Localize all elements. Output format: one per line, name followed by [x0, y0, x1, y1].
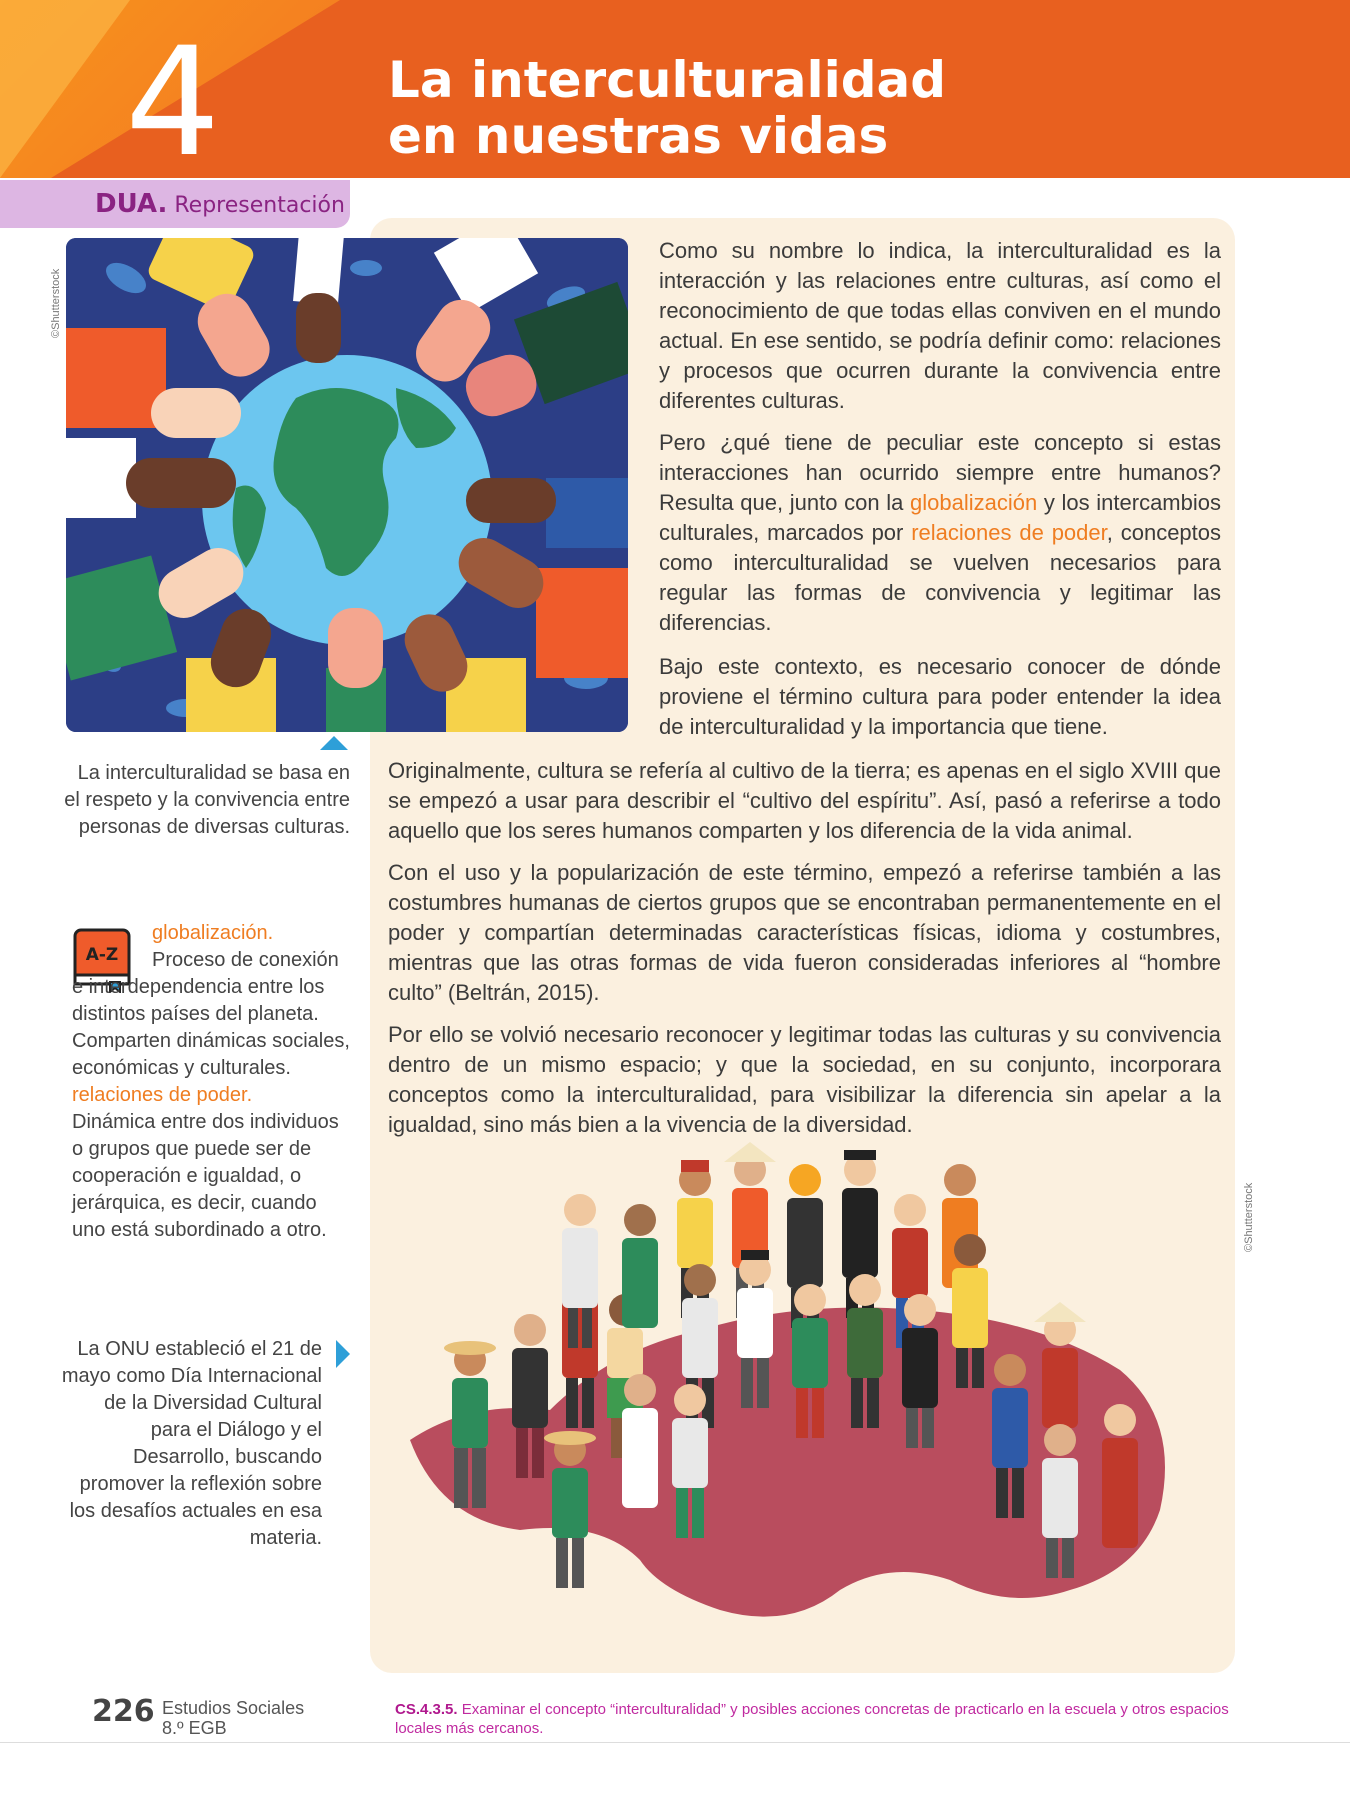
footer-grade: 8.º EGB: [162, 1718, 227, 1738]
chapter-title-line1: La interculturalidad: [388, 51, 947, 109]
paragraph-2-a: Pero ¿qué tiene de peculiar este concepto si estas interacciones han ocurrido siempre entre humanos? Resulta que, junto con la: [659, 430, 1221, 515]
chapter-number: 4: [125, 16, 221, 178]
glossary-box: [72, 920, 352, 1244]
dua-banner: [0, 180, 350, 228]
photo-credit-top: ©Shutterstock: [50, 268, 62, 338]
glossary-term-relaciones-de-poder: relaciones de poder.: [72, 1084, 253, 1106]
paragraph-2-c: , conceptos como interculturalidad se vuelven necesarios para regular las formas de convivencia y legitimar las diferencias.: [659, 520, 1222, 635]
paragraph-5: Con el uso y la popularización de este término, empezó a referirse también a las costumbres humanas de ciertos grupos que se encontraban permanentemente en el poder y compartían determinadas características físicas, idioma y costumbres, mientras que las otras formas de vida fueron consideradas inferiores al “hombre culto” (Beltrán, 2015).: [388, 860, 1221, 1005]
photo-credit-bottom: ©Shutterstock: [1243, 1182, 1255, 1252]
paragraph-4: Originalmente, cultura se refería al cultivo de la tierra; es apenas en el siglo XVIII que se empezó a usar para describir el “cultivo del espíritu”. Así, pasó a referirse a todo aquello que los seres humanos comparten y los diferencia de la vida animal.: [388, 758, 1221, 843]
onu-note: La ONU estableció el 21 de mayo como Día Internacional de la Diversidad Cultural para el Diálogo y el Desarrollo, buscando promover la reflexión sobre los desafíos actuales en esa materia.: [61, 1338, 322, 1549]
chapter-title-line2: en nuestras vidas: [388, 107, 889, 165]
paragraph-2: [659, 428, 1221, 638]
paragraph-6: Por ello se volvió necesario reconocer y legitimar todas las culturas y su convivencia dentro de un mismo espacio; y que la sociedad, en su conjunto, incorporara conceptos como la interculturalidad, para visibilizar la diferencia sin apelar a la igualdad, sino más bien a la vivencia de la diversidad.: [388, 1022, 1221, 1137]
glossary-term-globalizacion: globalización.: [152, 922, 274, 944]
page-number: 226: [92, 1694, 155, 1729]
image-caption: La interculturalidad se basa en el respeto y la convivencia entre personas de diversas culturas.: [64, 762, 350, 838]
footer-subject: [162, 1698, 304, 1738]
dua-label: Representación: [167, 193, 345, 218]
onu-pointer-icon: [336, 1340, 350, 1368]
diverse-people-illustration: [390, 1140, 1220, 1660]
dua-bold: DUA.: [95, 189, 168, 219]
glossary-def-globalizacion: Proceso de conexión e interdependencia entre los distintos países del planeta. Comparten dinámicas sociales, económicas y culturales.: [72, 949, 350, 1079]
chapter-title: [388, 52, 946, 164]
skill-code: CS.4.3.5.: [395, 1701, 458, 1718]
glossary-def-relaciones-de-poder: Dinámica entre dos individuos o grupos que puede ser de cooperación e igualdad, o jerárquica, es decir, cuando uno está subordinado a otro.: [72, 1111, 339, 1241]
highlight-globalizacion[interactable]: globalización: [909, 490, 1038, 515]
paragraph-3: Bajo este contexto, es necesario conocer de dónde proviene el término cultura para poder entender la idea de interculturalidad y la importancia que tiene.: [659, 654, 1221, 739]
footer-subject-name: Estudios Sociales: [162, 1698, 305, 1718]
footer-divider: [0, 1742, 1350, 1743]
chapter-header: [0, 0, 1350, 178]
paragraph-1: Como su nombre lo indica, la interculturalidad es la interacción y las relaciones entre culturas, así como el reconocimiento de que todas ellas conviven en el mundo actual. En ese sentido, se podría definir como: relaciones y procesos que ocurren durante la convivencia entre diferentes culturas.: [659, 238, 1221, 413]
hands-globe-illustration: [66, 238, 628, 732]
paragraph-2-b: y los intercambios culturales, marcados por: [659, 490, 1221, 545]
caption-pointer-icon: [320, 736, 348, 750]
skill-text: Examinar el concepto “interculturalidad” y posibles acciones concretas de practicarlo en la escuela y otros espacios locales más cercanos.: [395, 1701, 1229, 1737]
highlight-relaciones-de-poder[interactable]: relaciones de poder: [911, 520, 1107, 545]
skill-criterion: [395, 1700, 1235, 1738]
dictionary-icon-label: A-Z: [85, 945, 119, 965]
